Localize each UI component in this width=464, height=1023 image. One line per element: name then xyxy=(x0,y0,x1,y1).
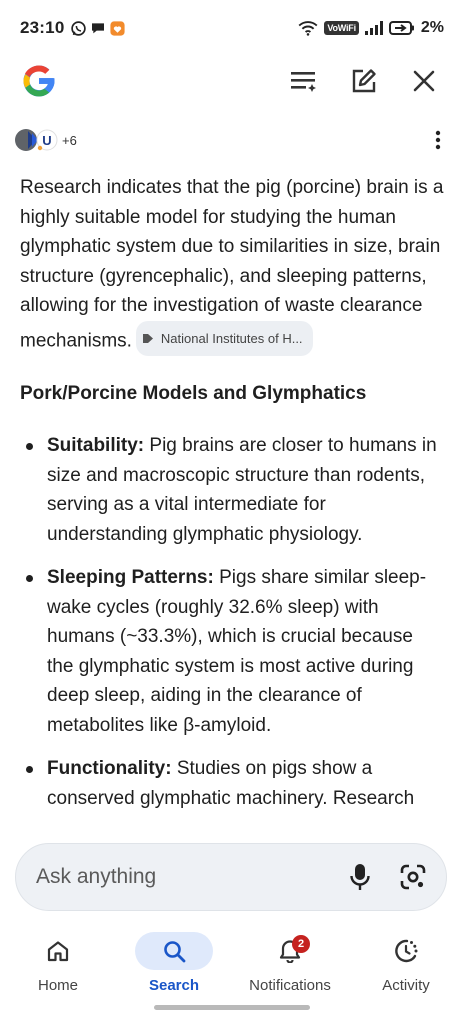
ask-input-bar[interactable] xyxy=(15,843,447,911)
svg-text:U: U xyxy=(42,133,52,148)
app-header xyxy=(0,56,464,106)
bullet-label: Suitability: xyxy=(47,435,145,456)
header-actions xyxy=(290,67,438,95)
gesture-bar[interactable] xyxy=(154,1005,310,1010)
bullet-text: Pigs share similar sleep-wake cycles (roughly 32.6% sleep) with humans (~33.3%), which is crucial because the glymphatic system is most active during deep sleep, aiding in the clearance of metabolites like β-amyloid. xyxy=(47,567,427,736)
citation-arrow-icon xyxy=(142,333,155,344)
bullet-label: Sleeping Patterns: xyxy=(47,567,214,588)
nav-notifications-label: Notifications xyxy=(249,977,331,994)
section-title: Pork/Porcine Models and Glymphatics xyxy=(20,383,367,404)
home-icon xyxy=(47,940,69,962)
activity-icon xyxy=(393,938,419,964)
signal-icon xyxy=(365,21,383,35)
vowifi-badge: VoWiFi xyxy=(324,21,359,35)
microphone-icon[interactable] xyxy=(350,863,370,891)
notification-icons xyxy=(70,20,126,37)
list-item xyxy=(20,754,444,813)
more-vert-icon xyxy=(435,130,441,150)
answer-intro xyxy=(20,173,444,356)
notification-count-badge: 2 xyxy=(292,935,310,953)
answer-content xyxy=(20,173,444,833)
nav-home-label: Home xyxy=(37,977,78,994)
nav-activity-pill xyxy=(367,932,445,970)
new-chat-button[interactable] xyxy=(350,67,378,95)
wifi-icon xyxy=(298,20,318,36)
citation-chip[interactable] xyxy=(136,321,313,357)
app-notification-icon xyxy=(109,20,126,37)
google-lens-icon[interactable] xyxy=(400,864,426,890)
input-actions xyxy=(350,863,426,891)
search-icon xyxy=(163,940,186,963)
close-icon xyxy=(413,70,435,92)
citation-chip-label: National Institutes of H... xyxy=(160,330,303,346)
whatsapp-icon xyxy=(70,20,87,37)
status-time: 23:10 xyxy=(20,18,65,37)
ask-input[interactable] xyxy=(36,865,350,889)
bullet-text: Studies on pigs show a conserved glymphatic machinery. Research xyxy=(47,758,415,809)
nav-activity[interactable] xyxy=(348,922,464,1023)
google-g-logo[interactable] xyxy=(20,62,58,100)
battery-charging-icon xyxy=(389,20,415,36)
list-item xyxy=(20,431,444,549)
nav-home-pill xyxy=(19,932,97,970)
source-favicon-icon xyxy=(14,126,58,154)
nav-search-label: Search xyxy=(148,977,200,994)
source-favicons xyxy=(14,126,58,154)
nav-search-pill xyxy=(135,932,213,970)
sources-row[interactable] xyxy=(14,124,450,156)
chat-bubble-icon xyxy=(90,20,106,36)
battery-percent: 2% xyxy=(420,19,444,36)
status-bar xyxy=(0,0,464,56)
bullet-text: Pig brains are closer to humans in size and macroscopic structure than rodents, serving as a vital intermediate for understanding glymphatic physiology. xyxy=(47,435,437,545)
history-icon xyxy=(290,69,318,93)
sources-extra-count: +6 xyxy=(62,132,77,148)
nav-activity-label: Activity xyxy=(382,977,430,994)
nav-notifications-pill xyxy=(251,932,329,970)
history-button[interactable] xyxy=(290,67,318,95)
nav-home[interactable] xyxy=(0,922,116,1023)
more-options-button[interactable] xyxy=(426,126,450,154)
close-button[interactable] xyxy=(410,67,438,95)
bullet-label: Functionality: xyxy=(47,758,172,779)
status-right xyxy=(298,19,444,37)
bullet-list xyxy=(20,431,444,813)
list-item xyxy=(20,563,444,740)
answer-intro-text: Research indicates that the pig (porcine) brain is a highly suitable model for studying the human glymphatic system due to similarities in size, brain structure (gyrencephalic), and sleeping patterns, allowing for the investigation of waste clearance mechanisms. xyxy=(20,177,444,351)
edit-icon xyxy=(351,68,377,94)
